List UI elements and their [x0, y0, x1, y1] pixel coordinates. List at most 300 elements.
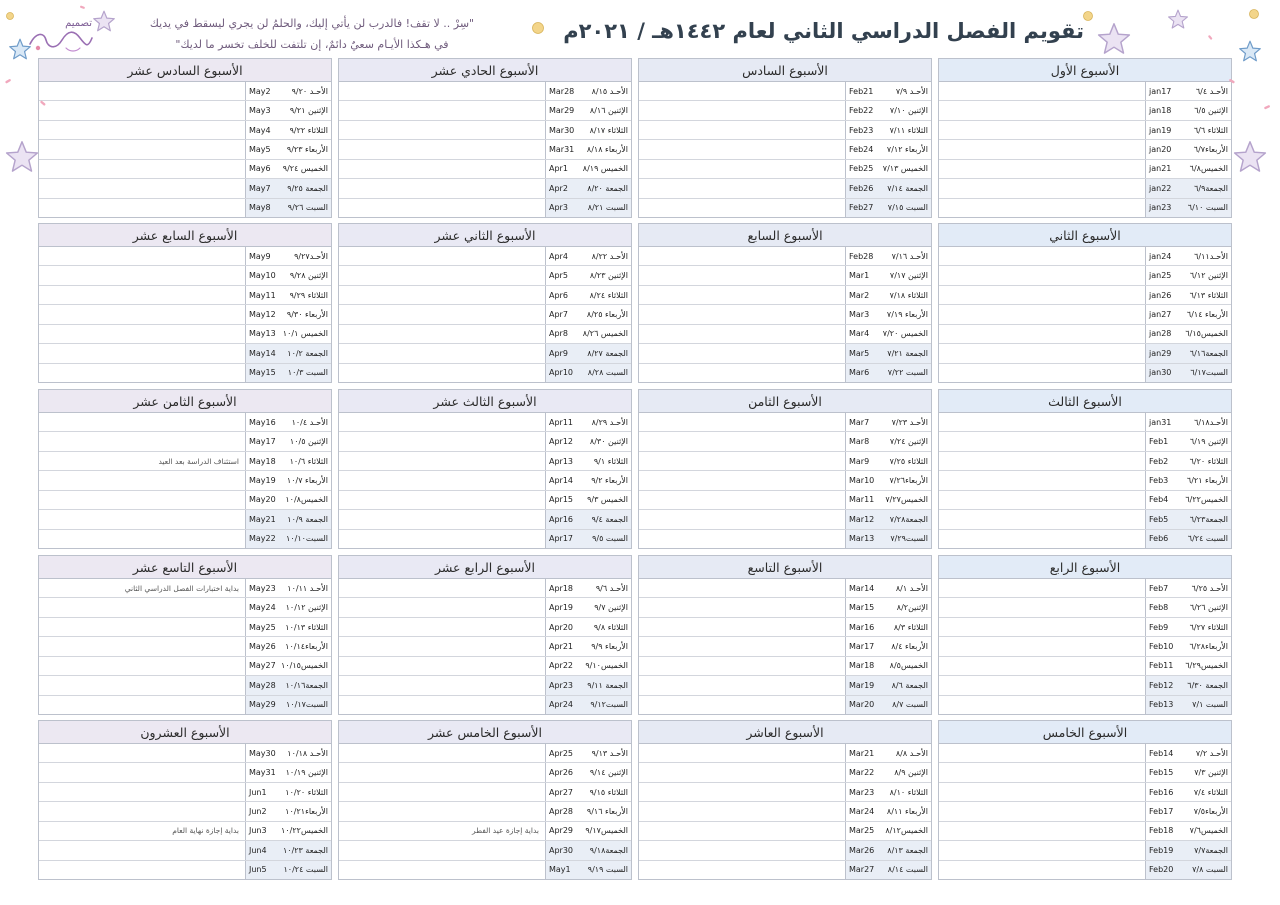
date-cell — [245, 744, 331, 762]
week-title: الأسبوع الثاني عشر — [339, 224, 631, 247]
date-cell — [245, 121, 331, 139]
week-days — [39, 413, 331, 548]
day-row — [939, 637, 1231, 656]
day-row — [339, 82, 631, 101]
date-cell — [545, 471, 631, 489]
notes-cell — [639, 637, 845, 655]
day-label: الأربعاء ٨/١٨ — [586, 144, 628, 154]
notes-cell — [339, 763, 545, 781]
day-row — [639, 696, 931, 714]
notes-cell — [939, 364, 1145, 382]
gregorian-date: Feb17 — [1149, 806, 1174, 816]
week-title: الأسبوع السادس عشر — [39, 59, 331, 82]
day-label: الأحـد ٦/٢٥ — [1191, 583, 1228, 593]
date-cell — [245, 657, 331, 675]
day-label: السبت ٩/٢٦ — [287, 203, 328, 213]
day-row — [639, 140, 931, 159]
day-row — [639, 452, 931, 471]
date-cell — [545, 452, 631, 470]
day-label: الأحـد ٨/١ — [895, 583, 928, 593]
day-label: الجمعة ٨/٢٠ — [587, 183, 628, 193]
day-label: الأحـد٩/٢٧ — [294, 251, 328, 261]
day-label: الثلاثاء ٦/٦ — [1193, 125, 1228, 135]
day-row — [339, 783, 631, 802]
day-label: الأحـد ٨/٢٢ — [591, 251, 628, 261]
gregorian-date: Apr8 — [549, 329, 568, 339]
gregorian-date: Apr26 — [549, 768, 574, 778]
week-days — [339, 413, 631, 548]
notes-cell — [39, 432, 245, 450]
day-row — [39, 822, 331, 841]
date-cell — [545, 286, 631, 304]
gregorian-date: Mar19 — [849, 680, 875, 690]
day-row — [639, 160, 931, 179]
day-label: السبت١٠/١٠ — [286, 534, 328, 544]
notes-cell — [39, 530, 245, 548]
notes-cell — [639, 266, 845, 284]
gregorian-date: Apr27 — [549, 787, 574, 797]
date-cell — [1145, 822, 1231, 840]
day-label: الجمعة ١٠/٩ — [287, 514, 328, 524]
date-cell — [1145, 344, 1231, 362]
day-row — [339, 452, 631, 471]
gregorian-date: Apr23 — [549, 680, 574, 690]
day-row — [39, 344, 331, 363]
date-cell — [245, 82, 331, 100]
gregorian-date: Feb9 — [1149, 622, 1169, 632]
gregorian-date: Feb10 — [1149, 641, 1174, 651]
notes-cell — [39, 822, 245, 840]
gregorian-date: May29 — [249, 700, 276, 710]
day-row — [339, 598, 631, 617]
day-row — [339, 471, 631, 490]
gregorian-date: Jun4 — [249, 845, 267, 855]
gregorian-date: May20 — [249, 495, 276, 505]
gregorian-date: Apr17 — [549, 534, 574, 544]
notes-cell — [639, 305, 845, 323]
date-cell — [845, 82, 931, 100]
date-cell — [845, 598, 931, 616]
date-cell — [545, 413, 631, 431]
gregorian-date: Feb22 — [849, 106, 874, 116]
gregorian-date: Apr22 — [549, 661, 574, 671]
date-cell — [245, 763, 331, 781]
notes-cell — [939, 783, 1145, 801]
day-row — [339, 121, 631, 140]
date-cell — [545, 579, 631, 597]
date-cell — [245, 325, 331, 343]
day-label: السبت ٧/١٥ — [887, 203, 928, 213]
gregorian-date: Mar7 — [849, 417, 870, 427]
gregorian-date: May19 — [249, 475, 276, 485]
day-label: الأحـد ١٠/١٨ — [287, 748, 328, 758]
day-row — [339, 744, 631, 763]
gregorian-date: May16 — [249, 417, 276, 427]
day-label: الأحـد ٧/٩ — [895, 86, 928, 96]
date-cell — [545, 676, 631, 694]
day-row — [939, 413, 1231, 432]
day-note: بداية اختبارات الفصل الدراسي الثاني — [124, 583, 239, 593]
date-cell — [1145, 861, 1231, 879]
notes-cell — [939, 179, 1145, 197]
day-row — [39, 637, 331, 656]
day-row — [639, 637, 931, 656]
notes-cell — [339, 82, 545, 100]
gregorian-date: Apr29 — [549, 826, 574, 836]
day-row — [339, 841, 631, 860]
date-cell — [245, 802, 331, 820]
gregorian-date: Feb19 — [1149, 845, 1174, 855]
day-row — [339, 199, 631, 217]
notes-cell — [39, 471, 245, 489]
notes-cell — [339, 160, 545, 178]
day-label: الأحـد ٧/٢٣ — [891, 417, 928, 427]
day-row — [939, 491, 1231, 510]
day-row — [639, 598, 931, 617]
notes-cell — [39, 637, 245, 655]
date-cell — [845, 657, 931, 675]
gregorian-date: May31 — [249, 768, 276, 778]
date-cell — [1145, 637, 1231, 655]
day-label: الأربعاء ٩/٢ — [591, 475, 628, 485]
date-cell — [1145, 598, 1231, 616]
day-label: السبت ٧/٨ — [1192, 865, 1228, 875]
week-title: الأسبوع التاسع عشر — [39, 556, 331, 579]
date-cell — [1145, 744, 1231, 762]
date-cell — [1145, 530, 1231, 548]
week-days — [639, 247, 931, 382]
date-cell — [245, 579, 331, 597]
date-cell — [545, 140, 631, 158]
gregorian-date: Mar26 — [849, 845, 875, 855]
date-cell — [545, 325, 631, 343]
notes-cell — [339, 471, 545, 489]
week-days — [339, 82, 631, 217]
day-row — [339, 763, 631, 782]
gregorian-date: Apr9 — [549, 348, 568, 358]
notes-cell — [339, 364, 545, 382]
day-label: الإثنين ٧/١٧ — [889, 271, 928, 281]
gregorian-date: Apr13 — [549, 456, 574, 466]
date-cell — [545, 82, 631, 100]
day-row — [939, 247, 1231, 266]
notes-cell — [339, 783, 545, 801]
notes-cell — [939, 579, 1145, 597]
notes-cell — [939, 452, 1145, 470]
date-cell — [845, 530, 931, 548]
gregorian-date: May2 — [249, 86, 271, 96]
date-cell — [845, 579, 931, 597]
day-row — [939, 344, 1231, 363]
gregorian-date: Apr20 — [549, 622, 574, 632]
gregorian-date: Feb13 — [1149, 700, 1174, 710]
date-cell — [545, 657, 631, 675]
day-label: السبت ٧/٢٢ — [887, 368, 928, 378]
notes-cell — [39, 841, 245, 859]
day-row — [339, 696, 631, 714]
day-label: السبت ١٠/٢٤ — [283, 865, 328, 875]
gregorian-date: jan17 — [1149, 86, 1172, 96]
day-row — [639, 676, 931, 695]
day-row — [639, 763, 931, 782]
date-cell — [245, 305, 331, 323]
gregorian-date: Apr24 — [549, 700, 574, 710]
date-cell — [1145, 286, 1231, 304]
notes-cell — [39, 325, 245, 343]
notes-cell — [339, 696, 545, 714]
day-row — [339, 861, 631, 879]
notes-cell — [639, 101, 845, 119]
day-row — [339, 491, 631, 510]
gregorian-date: Feb18 — [1149, 826, 1174, 836]
week-card — [338, 720, 632, 880]
gregorian-date: Mar18 — [849, 661, 875, 671]
gregorian-date: Jun1 — [249, 787, 267, 797]
notes-cell — [639, 471, 845, 489]
day-label: الأحـد ٧/١٦ — [891, 251, 928, 261]
notes-cell — [339, 657, 545, 675]
notes-cell — [939, 247, 1145, 265]
week-card — [638, 555, 932, 715]
notes-cell — [339, 286, 545, 304]
gregorian-date: jan26 — [1149, 290, 1172, 300]
notes-cell — [339, 121, 545, 139]
notes-cell — [939, 598, 1145, 616]
day-row — [639, 286, 931, 305]
day-label: الخميس ٧/٢٠ — [882, 329, 928, 339]
week-days — [39, 579, 331, 714]
notes-cell — [939, 510, 1145, 528]
date-cell — [1145, 305, 1231, 323]
gregorian-date: May26 — [249, 641, 276, 651]
week-days — [339, 579, 631, 714]
day-row — [639, 305, 931, 324]
day-label: الأحـد ٨/٨ — [895, 748, 928, 758]
date-cell — [245, 471, 331, 489]
date-cell — [545, 266, 631, 284]
notes-cell — [639, 657, 845, 675]
day-label: الإثنين ٩/٢١ — [289, 106, 328, 116]
week-days — [639, 744, 931, 879]
gregorian-date: jan25 — [1149, 271, 1172, 281]
page-title: تقويم الفصل الدراسي الثاني لعام ١٤٤٢هـ / ٢٠٢١م — [563, 19, 1084, 43]
notes-cell — [339, 510, 545, 528]
date-cell — [1145, 579, 1231, 597]
gregorian-date: Mar8 — [849, 437, 870, 447]
gregorian-date: jan22 — [1149, 183, 1172, 193]
day-row — [339, 364, 631, 382]
gregorian-date: jan24 — [1149, 251, 1172, 261]
day-row — [939, 305, 1231, 324]
notes-cell — [639, 82, 845, 100]
notes-cell — [39, 510, 245, 528]
date-cell — [845, 305, 931, 323]
notes-cell — [639, 199, 845, 217]
notes-cell — [639, 598, 845, 616]
notes-cell — [639, 841, 845, 859]
notes-cell — [639, 121, 845, 139]
day-label: الثلاثاء ٩/١٥ — [589, 787, 628, 797]
notes-cell — [339, 344, 545, 362]
date-cell — [845, 140, 931, 158]
day-row — [639, 247, 931, 266]
gregorian-date: Mar23 — [849, 787, 875, 797]
notes-cell — [339, 413, 545, 431]
day-label: الأربعاء ١٠/٧ — [286, 475, 328, 485]
date-cell — [245, 598, 331, 616]
week-card — [938, 223, 1232, 383]
day-row — [939, 696, 1231, 714]
day-row — [639, 841, 931, 860]
day-label: الجمعة٧/٢٨ — [889, 514, 928, 524]
day-row — [339, 637, 631, 656]
date-cell — [245, 101, 331, 119]
quote-line-2: في هـكذا الأيـام سعيٌ دائمٌ، إن تلتفت للخلف تخسر ما لديك" — [175, 38, 449, 51]
date-cell — [1145, 247, 1231, 265]
day-label: الخميس ٨/٢٦ — [582, 329, 628, 339]
day-label: الجمعة٧/٧ — [1194, 845, 1228, 855]
day-row — [39, 266, 331, 285]
day-label: الأحـد ٩/٢٠ — [291, 86, 328, 96]
day-label: الأربعاء ٦/٢١ — [1186, 475, 1228, 485]
notes-cell — [639, 579, 845, 597]
day-label: الإثنين ٩/٢٨ — [289, 271, 328, 281]
day-row — [639, 579, 931, 598]
notes-cell — [639, 618, 845, 636]
day-row — [639, 783, 931, 802]
day-row — [939, 530, 1231, 548]
notes-cell — [39, 618, 245, 636]
notes-cell — [39, 598, 245, 616]
week-title: الأسبوع الخامس — [939, 721, 1231, 744]
day-label: الثلاثاء ٨/٣ — [893, 622, 928, 632]
day-row — [339, 530, 631, 548]
date-cell — [545, 510, 631, 528]
gregorian-date: Feb16 — [1149, 787, 1174, 797]
week-card — [338, 389, 632, 549]
notes-cell — [639, 676, 845, 694]
day-row — [639, 82, 931, 101]
day-row — [939, 82, 1231, 101]
gregorian-date: Mar15 — [849, 603, 875, 613]
day-label: الأربعاء١٠/١٤ — [285, 641, 328, 651]
day-row — [639, 861, 931, 879]
date-cell — [545, 763, 631, 781]
notes-cell — [39, 744, 245, 762]
week-days — [39, 247, 331, 382]
date-cell — [1145, 160, 1231, 178]
week-card — [638, 58, 932, 218]
day-label: الإثنين ١٠/١٢ — [285, 603, 328, 613]
date-cell — [245, 199, 331, 217]
gregorian-date: Mar17 — [849, 641, 875, 651]
gregorian-date: May10 — [249, 271, 276, 281]
notes-cell — [39, 82, 245, 100]
notes-cell — [639, 744, 845, 762]
notes-cell — [639, 696, 845, 714]
week-card — [38, 223, 332, 383]
gregorian-date: Apr2 — [549, 183, 568, 193]
day-row — [639, 344, 931, 363]
day-row — [939, 822, 1231, 841]
day-row — [939, 763, 1231, 782]
notes-cell — [39, 364, 245, 382]
day-label: الثلاثاء ٧/٢٥ — [889, 456, 928, 466]
gregorian-date: Feb23 — [849, 125, 874, 135]
day-label: الخميس٦/٨ — [1189, 164, 1228, 174]
week-title: الأسبوع السابع عشر — [39, 224, 331, 247]
day-label: الثلاثاء ٩/٨ — [593, 622, 628, 632]
notes-cell — [939, 841, 1145, 859]
day-row — [39, 471, 331, 490]
gregorian-date: May15 — [249, 368, 276, 378]
day-label: الأربعاء٧/٢٦ — [889, 475, 928, 485]
day-label: الثلاثاء ٦/٢٠ — [1189, 456, 1228, 466]
gregorian-date: jan19 — [1149, 125, 1172, 135]
day-row — [939, 471, 1231, 490]
notes-cell — [939, 530, 1145, 548]
date-cell — [1145, 618, 1231, 636]
date-cell — [545, 744, 631, 762]
day-label: الإثنين٨/٢ — [896, 603, 928, 613]
notes-cell — [939, 822, 1145, 840]
day-row — [939, 618, 1231, 637]
day-label: السبت ٨/١٤ — [887, 865, 928, 875]
day-row — [39, 861, 331, 879]
date-cell — [245, 179, 331, 197]
gregorian-date: Mar27 — [849, 865, 875, 875]
gregorian-date: May11 — [249, 290, 276, 300]
gregorian-date: Feb5 — [1149, 514, 1169, 524]
notes-cell — [939, 744, 1145, 762]
date-cell — [245, 344, 331, 362]
gregorian-date: May28 — [249, 680, 276, 690]
week-card — [638, 720, 932, 880]
date-cell — [845, 822, 931, 840]
day-row — [939, 510, 1231, 529]
day-label: الجمعة ٦/٣٠ — [1187, 680, 1228, 690]
date-cell — [845, 452, 931, 470]
day-row — [639, 530, 931, 548]
date-cell — [845, 744, 931, 762]
week-days — [339, 744, 631, 879]
day-row — [339, 432, 631, 451]
gregorian-date: Mar6 — [849, 368, 870, 378]
day-row — [939, 452, 1231, 471]
day-label: الثلاثاء ٧/٤ — [1193, 787, 1228, 797]
notes-cell — [339, 491, 545, 509]
week-card — [38, 58, 332, 218]
day-row — [939, 121, 1231, 140]
date-cell — [845, 471, 931, 489]
day-row — [39, 160, 331, 179]
day-row — [39, 783, 331, 802]
gregorian-date: Mar29 — [549, 106, 575, 116]
notes-cell — [639, 763, 845, 781]
gregorian-date: Feb11 — [1149, 661, 1174, 671]
gregorian-date: May6 — [249, 164, 271, 174]
notes-cell — [339, 247, 545, 265]
notes-cell — [339, 432, 545, 450]
date-cell — [545, 491, 631, 509]
notes-cell — [39, 101, 245, 119]
date-cell — [1145, 802, 1231, 820]
notes-cell — [939, 286, 1145, 304]
notes-cell — [39, 199, 245, 217]
day-label: الأربعاء ٦/١٤ — [1186, 309, 1228, 319]
day-row — [339, 101, 631, 120]
day-row — [639, 432, 931, 451]
